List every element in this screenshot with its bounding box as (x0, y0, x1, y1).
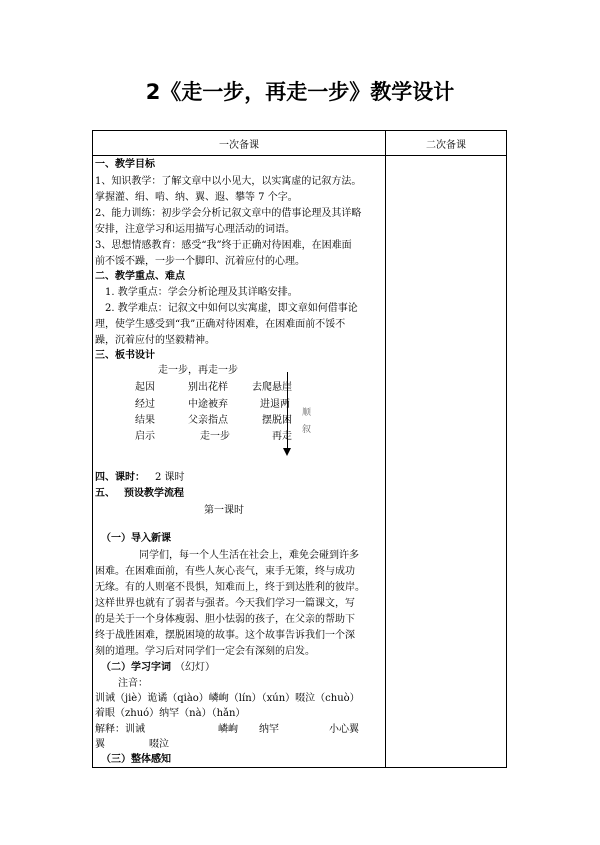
board-cell: 起因 (135, 382, 155, 393)
part-intro-title: （一）导入新课 (101, 533, 171, 544)
part-overview-title: （三）整体感知 (101, 754, 171, 765)
intro-line: 同学们，每一个人生活在社会上，难免会碰到许多 (139, 550, 359, 561)
vocab-line: 训诫（jiè）诡谲（qiào）嶙峋（lín）（xún）啜泣（chuò） (95, 693, 360, 704)
goals-line: 3、思想情感教育：感受“我”终于正确对待困难，在困难面 (95, 240, 352, 251)
board-cell: 走一步 (200, 431, 230, 442)
section-flow-number: 五、 (95, 488, 115, 499)
vocab-label: 注音： (118, 678, 148, 689)
intro-line: 这样世界也就有了弱者与强者。今天我们学习一篇课文，写 (95, 598, 355, 609)
board-side-label: 顺 (302, 408, 312, 418)
section-board-title: 三、板书设计 (95, 350, 155, 361)
lesson-one-label: 第一课时 (204, 505, 244, 516)
periods-value: 2 课时 (155, 472, 185, 483)
part-vocab-title: （二）学习字词 (101, 662, 171, 673)
key-points-line: 2. 教学难点：记叙文中如何以实寓虚，即文章如何借事论 (105, 303, 358, 314)
board-cell: 启示 (135, 431, 155, 442)
header-divider (93, 155, 506, 156)
key-points-line: 1. 教学重点：学会分析论理及其详略安排。 (105, 287, 298, 298)
board-cell: 结果 (135, 415, 155, 426)
key-points-line: 躁，沉着应付的坚毅精神。 (95, 335, 215, 346)
board-arrow-line (287, 372, 288, 450)
board-cell: 经过 (135, 399, 155, 410)
section-periods-title: 四、课时： (95, 472, 145, 483)
section-flow-title: 预设教学流程 (124, 488, 184, 499)
vocab-word: 嶙峋 (218, 724, 238, 735)
board-side-label: 叙 (302, 425, 312, 435)
board-cell: 别出花样 (188, 382, 228, 393)
vocab-word: 啜泣 (149, 739, 169, 750)
board-title: 走一步，再走一步 (158, 365, 238, 376)
vocab-word: 纳罕 (259, 724, 279, 735)
board-cell: 中途被弃 (188, 399, 228, 410)
section-goals-title: 一、教学目标 (95, 159, 155, 170)
section-key-points-title: 二、教学重点、难点 (95, 271, 185, 282)
goals-line: 1、知识教学：了解文章中以小见大，以实寓虚的记叙方法。 (95, 176, 362, 187)
board-cell: 进退两 (260, 399, 290, 410)
col1-header: 一次备课 (219, 140, 259, 151)
col2-header: 二次备课 (426, 140, 466, 151)
vocab-explain-label: 解释：训诫 (95, 724, 145, 735)
vocab-word: 翼 (95, 739, 105, 750)
intro-line: 终于战胜困难，摆脱困境的故事。这个故事告诉我们一个深 (95, 630, 355, 641)
intro-line: 困难。在困难面前，有些人灰心丧气，束手无策，终与成功 (95, 566, 355, 577)
board-cell: 去爬悬崖 (252, 382, 292, 393)
goals-line: 掌握灌、绢、啃、纳、翼、遐、攀等 7 个字。 (95, 192, 298, 203)
intro-line: 无缘。有的人则毫不畏惧，知难而上，终于到达胜利的彼岸。 (95, 582, 365, 593)
goals-line: 前不馁不躁，一步一个脚印、沉着应付的心理。 (95, 256, 305, 267)
board-cell: 摆脱困 (262, 415, 292, 426)
board-cell: 父亲指点 (188, 415, 228, 426)
intro-line: 刻的道理。学习后对同学们一定会有深刻的启发。 (95, 646, 315, 657)
down-arrow-icon (283, 448, 291, 456)
board-cell: 再走 (272, 431, 292, 442)
goals-line: 安排，注意学习和运用描写心理活动的词语。 (95, 224, 295, 235)
goals-line: 2、能力训练：初步学会分析记叙文章中的借事论理及其详略 (95, 208, 362, 219)
vocab-word: 小心翼 (329, 724, 359, 735)
vocab-note: （幻灯） (175, 662, 215, 673)
key-points-line: 理，使学生感受到“我”正确对待困难，在困难面前不馁不 (95, 319, 346, 330)
page-title: 2《走一步，再走一步》教学设计 (145, 80, 455, 104)
column-divider (385, 131, 386, 767)
vocab-line: 着眼（zhuó）纳罕（nà）（hǎn） (95, 708, 246, 719)
intro-line: 的是关于一个身体瘦弱、胆小怯弱的孩子，在父亲的帮助下 (95, 614, 355, 625)
